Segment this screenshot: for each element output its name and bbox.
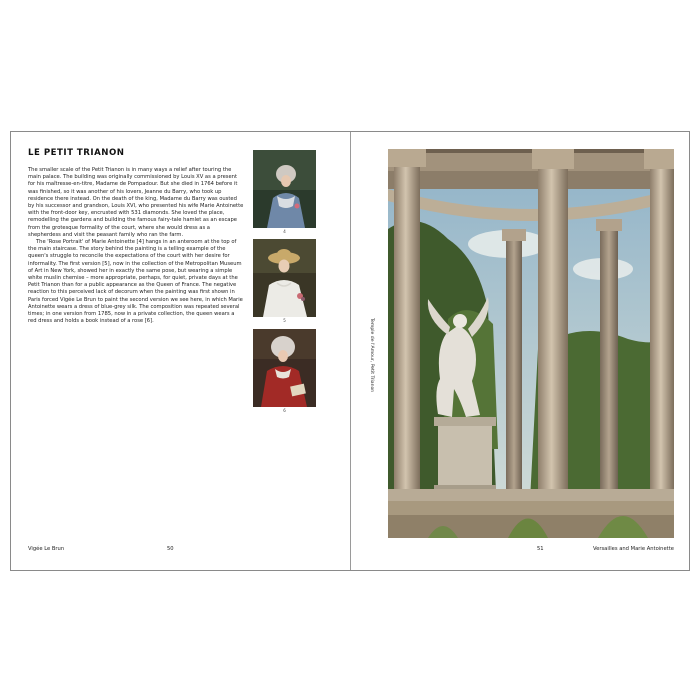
- paragraph-2: The 'Rose Portrait' of Marie Antoinette [4] hangs in an anteroom at the top of the main staircase. The story behind the painting is a telling example of the queen's struggle to reconcile the expectations of the court with her desire for informality. The first version [5], now in the collection of the Metropolitan Museum of Art in New York, showed her in exactly the same pose, but wearing a simple white muslin chemise – more appropriate, perhaps, for quiet, private days at the Petit Trianon than for a public appearance as the Queen of France. The negative reaction to this perceived lack of decorum when the painting was first shown in Paris forced Vigée Le Brun to paint the second version we see here, in which Marie Antoinette wears a dress of blue-grey silk. The composition was repeated several times; in one version from 1785, now in a private collection, the queen wears a red dress and holds a book instead of a rose [6].: [28, 239, 243, 325]
- portrait-thumbnail-blue-dress: [253, 150, 316, 228]
- body-text: [28, 167, 244, 325]
- thumbnail-number: 4: [283, 229, 286, 234]
- portrait-thumbnail-white-dress: [253, 239, 316, 317]
- book-spread: [10, 131, 690, 571]
- footer-book-title: Vigée Le Brun: [28, 546, 65, 552]
- page-number-right: 51: [537, 546, 544, 552]
- portrait-thumbnail-red-dress: [253, 329, 316, 407]
- left-page: [11, 132, 351, 570]
- paragraph-1: The smaller scale of the Petit Trianon is in many ways a relief after touring the main palace. The building was originally commissioned by Louis XV as a present for his maîtresse-en-titre, Madame de Pompadour. But she died in 1764 before it was finished, so it was another of his lovers, Jeanne du Barry, who took up residence there instead. On the death of the king, Madame du Barry was ousted by his successor and grandson, Louis XVI, who presented his wife Marie Antoinette with the front-door key, encrusted with 531 diamonds. She loved the place, remodelling the gardens and building the famous fairy-tale hamlet as an escape from the grotesque formality of the court, where she would dress as a shepherdess and visit the peasant family who ran the farm.: [28, 167, 244, 238]
- section-heading: LE PETIT TRIANON: [28, 148, 125, 158]
- thumbnail-number: 6: [283, 408, 286, 413]
- thumbnail-number: 5: [283, 318, 286, 323]
- temple-photograph: [388, 149, 674, 538]
- photo-caption: Temple de l'Amour, Petit Trianon: [369, 318, 374, 393]
- footer-chapter-title: Versailles and Marie Antoinette: [593, 546, 674, 552]
- page-number-left: 50: [167, 546, 174, 552]
- right-page: [351, 132, 691, 570]
